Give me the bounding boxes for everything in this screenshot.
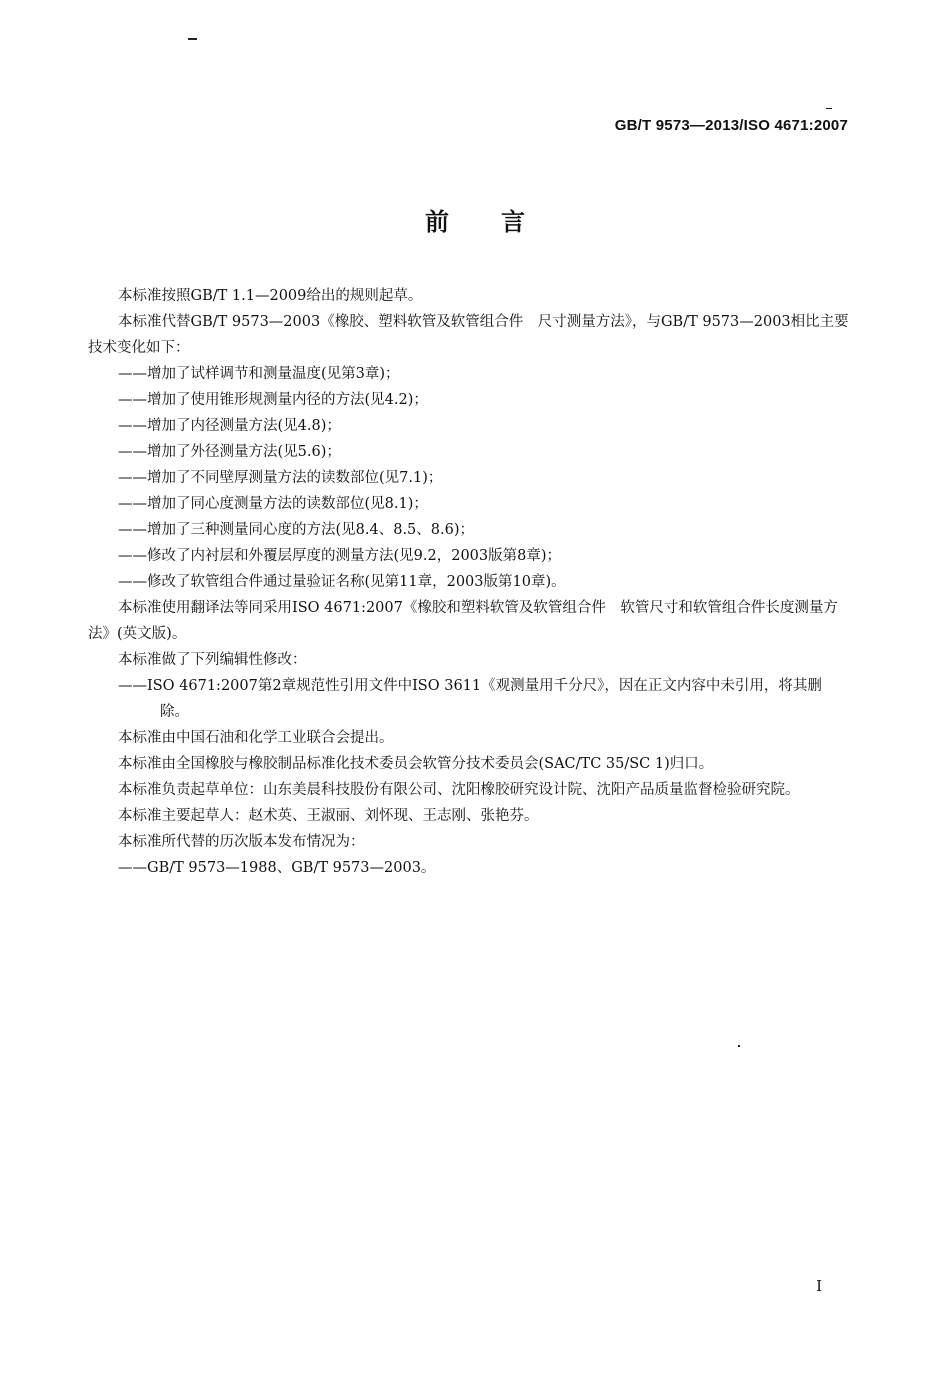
paragraph-drafters: 本标准主要起草人：赵术英、王淑丽、刘怀现、王志刚、张艳芬。 [118, 808, 539, 824]
history-item: ——GB/T 9573—1988、GB/T 9573—2003。 [118, 860, 436, 876]
paragraph-replacement: 本标准代替GB/T 9573—2003《橡胶、塑料软管及软管组合件 尺寸测量方法》，与GB/T 9573—2003相比主要技术变化如下： [88, 314, 849, 356]
scan-speck [826, 108, 832, 109]
standard-code: GB/T 9573—2013/ISO 4671:2007 [614, 117, 848, 134]
change-item: ——修改了内衬层和外覆层厚度的测量方法(见9.2，2003版第8章)； [118, 548, 561, 564]
paragraph-drafting-rules: 本标准按照GB/T 1.1—2009给出的规则起草。 [118, 288, 423, 304]
scan-speck [188, 38, 197, 40]
change-item: ——增加了内径测量方法(见4.8)； [118, 418, 341, 434]
change-item: ——增加了同心度测量方法的读数部位(见8.1)； [118, 496, 428, 512]
editorial-item: ——ISO 4671:2007第2章规范性引用文件中ISO 3611《观测量用千分尺》，因在正文内容中未引用，将其删除。 [118, 678, 822, 720]
change-item: ——增加了外径测量方法(见5.6)； [118, 444, 341, 460]
change-item: ——增加了不同壁厚测量方法的读数部位(见7.1)； [118, 470, 443, 486]
change-item: ——增加了试样调节和测量温度(见第3章)； [118, 366, 400, 382]
scan-speck [738, 1045, 740, 1047]
paragraph-history: 本标准所代替的历次版本发布情况为： [118, 834, 365, 850]
change-item: ——增加了三种测量同心度的方法(见8.4、8.5、8.6)； [118, 522, 474, 538]
document-body [88, 283, 850, 881]
paragraph-editorial: 本标准做了下列编辑性修改： [118, 652, 307, 668]
paragraph-proposer: 本标准由中国石油和化学工业联合会提出。 [118, 730, 394, 746]
paragraph-committee: 本标准由全国橡胶与橡胶制品标准化技术委员会软管分技术委员会(SAC/TC 35/SC 1)归口。 [118, 756, 714, 772]
change-item: ——增加了使用锥形规测量内径的方法(见4.2)； [118, 392, 428, 408]
change-item: ——修改了软管组合件通过量验证名称(见第11章，2003版第10章)。 [118, 574, 566, 590]
paragraph-translation: 本标准使用翻译法等同采用ISO 4671:2007《橡胶和塑料软管及软管组合件 软管尺寸和软管组合件长度测量方法》(英文版)。 [88, 600, 838, 642]
page-title: 前言 [425, 208, 577, 236]
page-number: I [816, 1277, 822, 1295]
paragraph-drafting-units: 本标准负责起草单位：山东美晨科技股份有限公司、沈阳橡胶研究设计院、沈阳产品质量监督检验研究院。 [118, 782, 800, 798]
